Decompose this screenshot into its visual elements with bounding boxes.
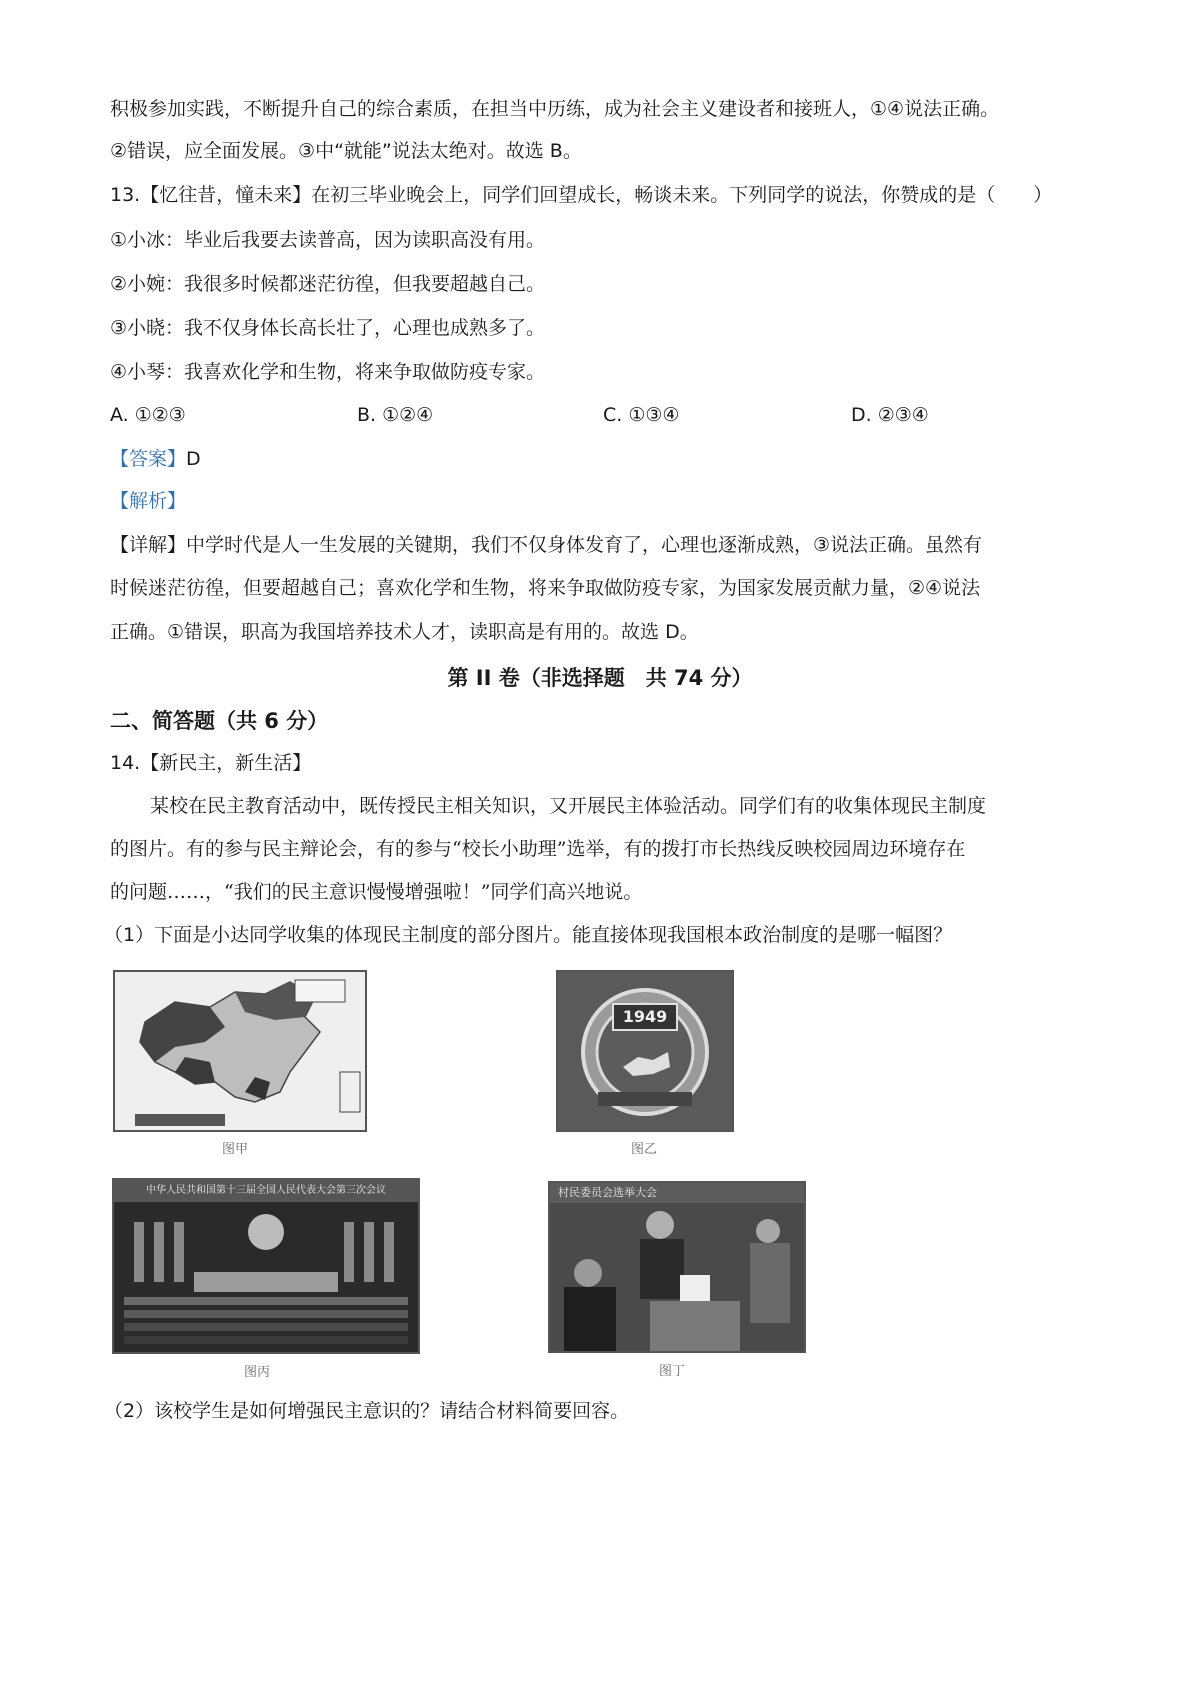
figure-caption: 图丁: [659, 1364, 686, 1379]
statement-4: ④小琴：我喜欢化学和生物，将来争取做防疫专家。: [110, 361, 546, 383]
part-title: 二、简答题（共 6 分）: [110, 709, 329, 733]
figure-jia-map: [113, 970, 367, 1132]
analysis-tag: 【解析】: [110, 490, 187, 512]
answer-tag: 【答案】: [110, 448, 187, 470]
option-c: C. ①③④: [603, 404, 680, 426]
congress-hall-icon: [114, 1202, 418, 1352]
material-paragraph: 的问题……，“我们的民主意识慢慢增强啦！”同学们高兴地说。: [110, 881, 643, 903]
china-map-icon: [115, 972, 365, 1130]
statement-3: ③小晓：我不仅身体长高长壮了，心理也成熟多了。: [110, 317, 546, 339]
figure-bing-congress: [112, 1178, 420, 1354]
statement-1: ①小冰：毕业后我要去读普高，因为读职高没有用。: [110, 229, 546, 251]
figure-caption: 图丙: [244, 1365, 271, 1380]
emblem-year: 1949: [622, 1007, 668, 1026]
election-scene-icon: [550, 1203, 804, 1351]
figure-ding-election: [548, 1181, 806, 1353]
figure-yi-emblem: [556, 970, 734, 1132]
text-line: ②错误，应全面发展。③中“就能”说法太绝对。故选 B。: [110, 140, 582, 162]
sub-question-2: （2）该校学生是如何增强民主意识的？请结合材料简要回容。: [104, 1400, 630, 1422]
detail-line: 【详解】中学时代是人一生发展的关键期，我们不仅身体发育了，心理也逐渐成熟，③说法正确。虽然有: [110, 534, 983, 556]
material-paragraph: 的图片。有的参与民主辩论会，有的参与“校长小助理”选举，有的拨打市长热线反映校园周边环境存在: [110, 838, 966, 860]
election-banner: 村民委员会选举大会: [550, 1183, 806, 1203]
figure-caption: 图甲: [222, 1142, 249, 1157]
sub-question-1: （1）下面是小达同学收集的体现民主制度的部分图片。能直接体现我国根本政治制度的是哪一幅图？: [104, 924, 953, 946]
question-13: 13.【忆往昔，憧未来】在初三毕业晚会上，同学们回望成长，畅谈未来。下列同学的说法，你赞成的是（ ）: [110, 184, 1053, 206]
material-paragraph: 某校在民主教育活动中，既传授民主相关知识，又开展民主体验活动。同学们有的收集体现民主制度: [150, 795, 987, 817]
cppcc-emblem-icon: [558, 972, 732, 1130]
answer-value: D: [186, 448, 201, 470]
option-d: D. ②③④: [851, 404, 929, 426]
figure-caption: 图乙: [631, 1142, 658, 1157]
congress-banner: 中华人民共和国第十三届全国人民代表大会第三次会议: [114, 1180, 418, 1202]
detail-line: 正确。①错误，职高为我国培养技术人才，读职高是有用的。故选 D。: [110, 621, 699, 643]
answer-line: [110, 446, 201, 472]
option-b: B. ①②④: [357, 404, 434, 426]
question-14-title: 14.【新民主，新生活】: [110, 752, 312, 774]
section-title: 第 II 卷（非选择题 共 74 分）: [447, 666, 753, 690]
detail-line: 时候迷茫彷徨，但要超越自己；喜欢化学和生物，将来争取做防疫专家，为国家发展贡献力量，②④说法: [110, 577, 981, 599]
option-a: A. ①②③: [110, 404, 186, 426]
statement-2: ②小婉：我很多时候都迷茫彷徨，但我要超越自己。: [110, 273, 546, 295]
text-line: 积极参加实践，不断提升自己的综合素质，在担当中历练，成为社会主义建设者和接班人，①④说法正确。: [110, 98, 1000, 120]
